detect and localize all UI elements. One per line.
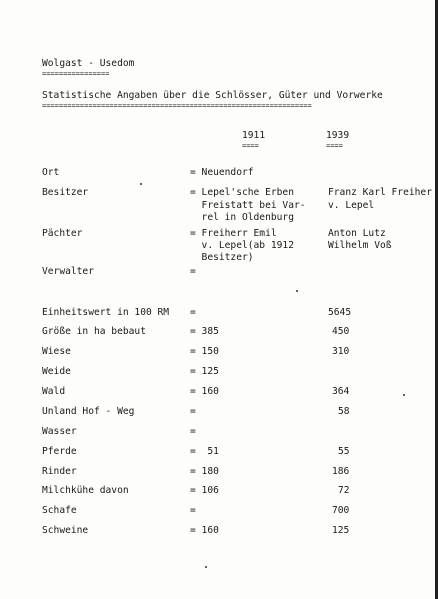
row-label-ort: Ort — [42, 167, 60, 178]
row-label-schafe: Schafe — [42, 505, 77, 516]
year-header-1939: 1939 — [326, 130, 350, 141]
row-label-groesse: Größe in ha bebaut — [42, 326, 146, 337]
row-pferde-1911: = 51 — [190, 446, 219, 457]
row-label-wiese: Wiese — [42, 346, 71, 357]
row-groesse-1911: = 385 — [190, 326, 219, 337]
row-unland-1939: 58 — [338, 406, 350, 417]
row-label-weide: Weide — [42, 366, 71, 377]
row-milchkuehe-1939: 72 — [338, 485, 350, 496]
row-rinder-1939: 186 — [332, 466, 350, 477]
row-groesse-1939: 450 — [332, 326, 350, 337]
row-milchkuehe-1911: = 106 — [190, 485, 219, 496]
row-label-unland: Unland Hof - Weg — [42, 406, 135, 417]
row-paechter-1911-line3: Besitzer) — [190, 252, 254, 263]
row-label-pferde: Pferde — [42, 446, 77, 457]
row-schweine-1911: = 160 — [190, 525, 219, 536]
row-rinder-1911: = 180 — [190, 466, 219, 477]
year-underline-1911: ==== — [242, 143, 259, 149]
scan-speck — [296, 290, 298, 292]
row-paechter-1911-line1: = Freiherr Emil — [190, 228, 277, 239]
row-schafe-1939: 700 — [332, 505, 350, 516]
row-besitzer-1911-line1: = Lepel'sche Erben — [190, 187, 294, 198]
document-subtitle: Statistische Angaben über die Schlösser, Güter und Vorwerke — [42, 90, 383, 101]
scan-speck — [205, 566, 207, 568]
row-besitzer-1939-line2: v. Lepel — [328, 200, 375, 211]
row-weide-1911: = 125 — [190, 366, 219, 377]
row-besitzer-1939-line1: Franz Karl Freiher — [328, 187, 432, 198]
row-label-verwalter: Verwalter — [42, 266, 94, 277]
row-einheitswert-1939: 5645 — [328, 307, 352, 318]
row-label-wasser: Wasser — [42, 426, 77, 437]
row-label-paechter: Pächter — [42, 228, 83, 239]
row-ort-1911: = Neuendorf — [190, 167, 254, 178]
row-paechter-1939-line1: Anton Lutz — [328, 228, 386, 239]
scan-speck — [140, 183, 142, 185]
row-besitzer-1911-line2: Freistatt bei Var- — [190, 200, 306, 211]
row-wiese-1939: 310 — [332, 346, 350, 357]
row-label-einheitswert: Einheitswert in 100 RM — [42, 307, 170, 318]
row-label-besitzer: Besitzer — [42, 187, 89, 198]
row-wiese-1911: = 150 — [190, 346, 219, 357]
row-wasser-1911: = — [190, 426, 196, 437]
row-schafe-1911: = — [190, 505, 196, 516]
subtitle-underline: ================================================================ — [42, 103, 312, 109]
row-wald-1911: = 160 — [190, 386, 219, 397]
row-einheitswert-1911: = — [190, 307, 196, 318]
year-header-1911: 1911 — [242, 130, 266, 141]
row-wald-1939: 364 — [332, 386, 350, 397]
title-underline: ================ — [42, 71, 110, 77]
row-unland-1911: = — [190, 406, 196, 417]
row-paechter-1939-line2: Wilhelm Voß — [328, 240, 392, 251]
row-label-wald: Wald — [42, 386, 66, 397]
row-label-rinder: Rinder — [42, 466, 77, 477]
row-verwalter-1911: = — [190, 266, 196, 277]
row-label-milchkuehe: Milchkühe davon — [42, 485, 129, 496]
year-underline-1939: ==== — [326, 143, 343, 149]
scan-speck — [403, 394, 405, 396]
row-paechter-1911-line2: v. Lepel(ab 1912 — [190, 240, 294, 251]
row-label-schweine: Schweine — [42, 525, 89, 536]
row-besitzer-1911-line3: rel in Oldenburg — [190, 212, 294, 223]
row-schweine-1939: 125 — [332, 525, 350, 536]
document-title: Wolgast - Usedom — [42, 58, 135, 69]
row-pferde-1939: 55 — [338, 446, 350, 457]
